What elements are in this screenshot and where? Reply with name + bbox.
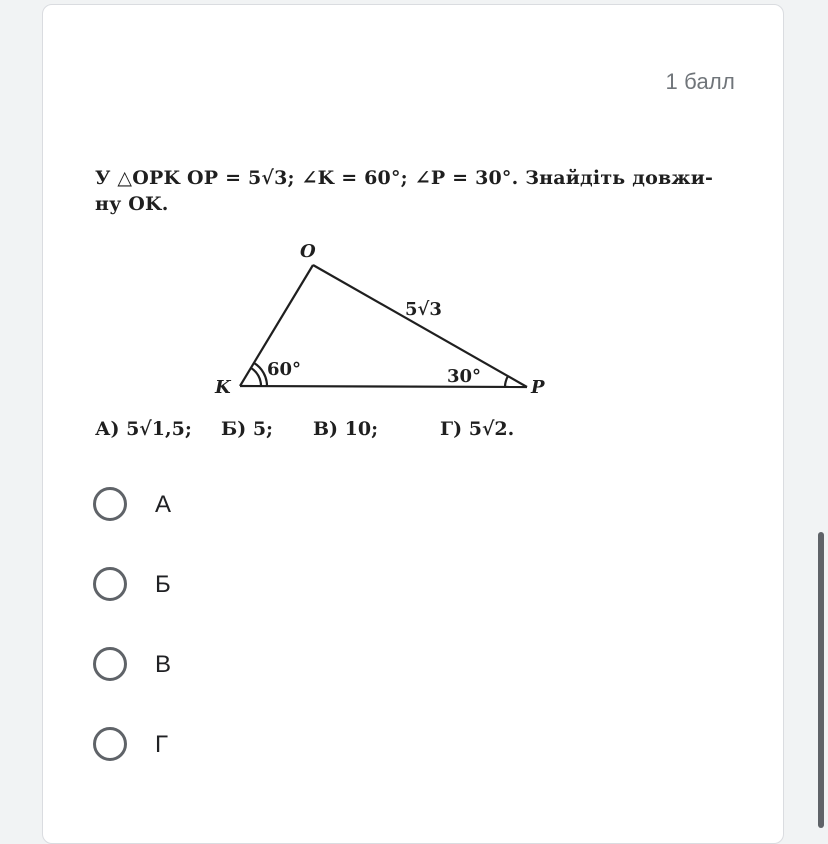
side-op xyxy=(313,265,527,387)
vertex-p-label: P xyxy=(531,377,545,398)
radio-button-icon[interactable] xyxy=(93,727,127,761)
option-label: Г xyxy=(155,731,168,758)
angle-k-arc-inner xyxy=(251,368,261,386)
radio-button-icon[interactable] xyxy=(93,647,127,681)
choice-b-text: Б) 5; xyxy=(221,418,274,440)
option-label: Б xyxy=(155,571,171,598)
scrollbar-thumb[interactable] xyxy=(818,532,824,828)
option-b[interactable] xyxy=(93,565,393,609)
radio-button-icon[interactable] xyxy=(93,567,127,601)
option-label: А xyxy=(155,491,172,518)
vertex-o-label: O xyxy=(300,241,316,262)
problem-text-line-2: ну OK. xyxy=(95,193,169,215)
angle-k-label: 60° xyxy=(267,359,302,380)
side-kp xyxy=(240,386,527,387)
triangle-figure xyxy=(95,165,745,455)
problem-text-line-1: У △OPK OP = 5√3; ∠K = 60°; ∠P = 30°. Знайдіть довжи- xyxy=(95,167,714,189)
option-v[interactable] xyxy=(93,645,393,689)
option-a[interactable] xyxy=(93,485,393,529)
choice-g-text: Г) 5√2. xyxy=(440,418,515,440)
side-op-label: 5√3 xyxy=(405,299,442,320)
question-card xyxy=(42,4,784,844)
problem-image xyxy=(95,165,745,455)
angle-p-label: 30° xyxy=(447,366,482,387)
radio-button-icon[interactable] xyxy=(93,487,127,521)
angle-p-arc xyxy=(505,376,508,387)
points-label: 1 балл xyxy=(665,69,735,94)
choice-v-text: В) 10; xyxy=(313,418,379,440)
option-g[interactable] xyxy=(93,725,393,769)
choice-a-text: А) 5√1,5; xyxy=(95,418,192,440)
option-label: В xyxy=(155,651,172,678)
vertex-k-label: K xyxy=(215,377,231,398)
